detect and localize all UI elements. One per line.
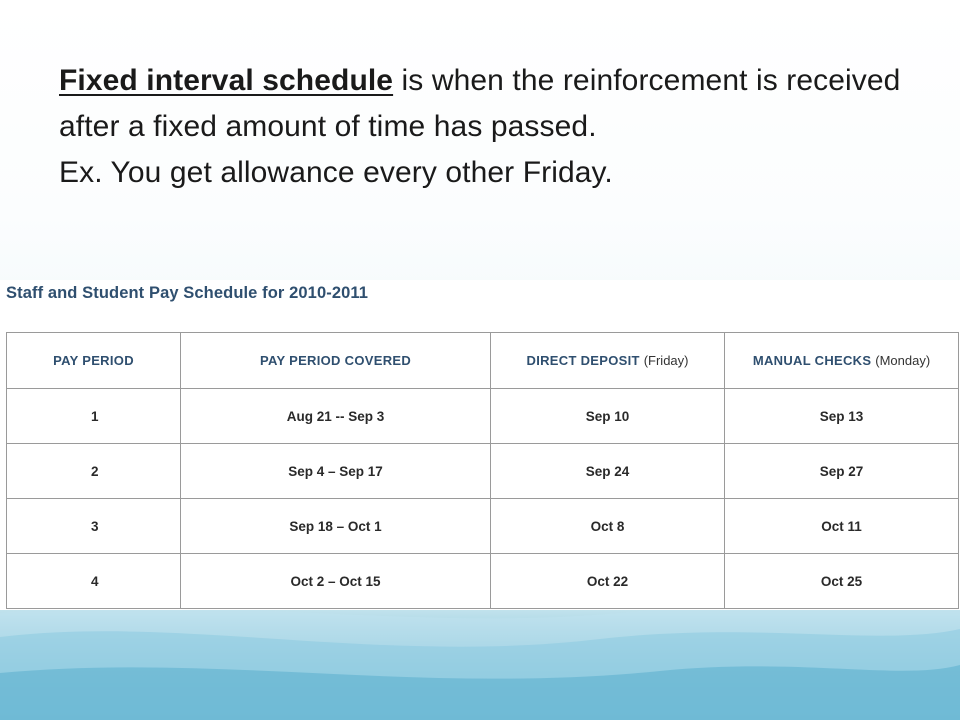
term-heading: Fixed interval schedule [59,64,394,97]
decorative-wave-band [0,595,960,720]
column-header-direct-deposit: DIRECT DEPOSIT (Friday) [491,333,725,389]
header-hint-monday: (Monday) [875,353,931,368]
table-row [7,554,959,609]
cell-direct-deposit: Sep 24 [491,444,725,499]
cell-period-covered: Sep 4 – Sep 17 [181,444,491,499]
definition-text: is when the reinforcement is received after a fixed amount of time has passed. [59,64,901,143]
pay-schedule-table [6,332,959,609]
cell-manual-checks: Sep 27 [725,444,959,499]
cell-period-covered: Aug 21 -- Sep 3 [181,389,491,444]
table-header-row [7,333,959,389]
header-hint-friday: (Friday) [643,353,689,368]
cell-pay-period: 2 [7,444,181,499]
cell-pay-period: 1 [7,389,181,444]
cell-direct-deposit: Oct 8 [491,499,725,554]
column-header-manual-checks: MANUAL CHECKS (Monday) [725,333,959,389]
cell-manual-checks: Oct 11 [725,499,959,554]
table-row [7,444,959,499]
wave-decoration [0,595,960,720]
column-header-period-covered: PAY PERIOD COVERED [181,333,491,389]
cell-pay-period: 3 [7,499,181,554]
cell-direct-deposit: Oct 22 [491,554,725,609]
table-row [7,499,959,554]
example-text: Ex. You get allowance every other Friday. [59,156,613,189]
cell-period-covered: Oct 2 – Oct 15 [181,554,491,609]
table-title: Staff and Student Pay Schedule for 2010-2011 [6,284,369,302]
cell-period-covered: Sep 18 – Oct 1 [181,499,491,554]
cell-manual-checks: Sep 13 [725,389,959,444]
pay-schedule-image [0,280,960,610]
definition-paragraph [59,58,919,196]
cell-direct-deposit: Sep 10 [491,389,725,444]
column-header-pay-period: PAY PERIOD [7,333,181,389]
cell-pay-period: 4 [7,554,181,609]
cell-manual-checks: Oct 25 [725,554,959,609]
table-row [7,389,959,444]
